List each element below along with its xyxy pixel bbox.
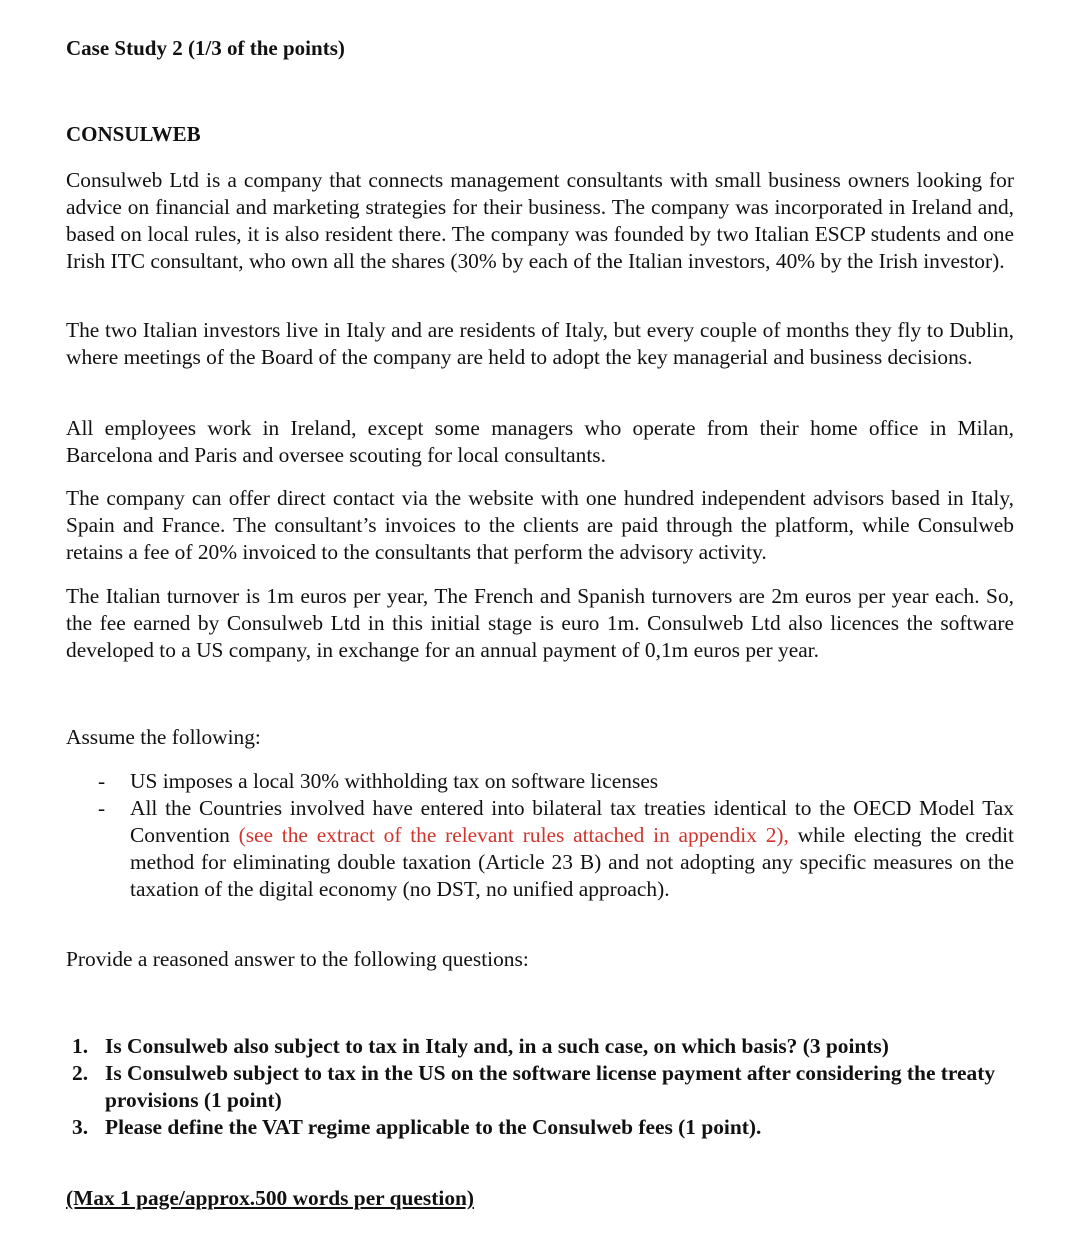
word-limit-note: (Max 1 page/approx.500 words per question) [66,1186,475,1210]
company-heading: CONSULWEB [66,122,201,146]
question-number: 2. [72,1061,89,1085]
assumption-item [66,795,1014,903]
question-item [66,1033,1016,1060]
question-item [66,1114,1016,1141]
assumption-text: All the Countries involved have entered into bilateral tax treaties identical to the OECD Model Tax Convention [130,796,1014,847]
question-text: Is Consulweb subject to tax in the US on the software license payment after considering the treaty provisions (1 point) [105,1061,996,1112]
provide-label: Provide a reasoned answer to the following questions: [66,947,529,971]
question-number: 1. [72,1034,89,1058]
assumption-text: US imposes a local 30% withholding tax on software licenses [130,769,659,793]
question-list [66,1033,1016,1141]
assumption-list [66,768,1016,903]
appendix-reference: (see the extract of the relevant rules attached in appendix 2), [238,823,789,847]
paragraph-employees: All employees work in Ireland, except some managers who operate from their home office in Milan, Barcelona and Paris and oversee scouting for local consultants. [66,416,1014,467]
question-text: Is Consulweb also subject to tax in Italy and, in a such case, on which basis? (3 points) [105,1034,889,1058]
paragraph-company-overview: Consulweb Ltd is a company that connects management consultants with small business owners looking for advice on financial and marketing strategies for their business. The company was incorporated in Ireland and, based on local rules, it is also resident there. The company was founded by two Italian ESCP students and one Irish ITC consultant, who own all the shares (30% by each of the Italian investors, 40% by the Irish investor). [66,168,1014,273]
question-item [66,1060,1016,1114]
case-study-title: Case Study 2 (1/3 of the points) [66,36,345,60]
question-number: 3. [72,1115,89,1139]
bullet-dash: - [98,769,106,793]
assume-label: Assume the following: [66,725,261,749]
paragraph-platform: The company can offer direct contact via the website with one hundred independent advisors based in Italy, Spain and France. The consultant’s invoices to the clients are paid through the platform, while Consulweb retains a fee of 20% invoiced to the consultants that perform the advisory activity. [66,486,1014,564]
paragraph-italian-investors: The two Italian investors live in Italy and are residents of Italy, but every couple of months they fly to Dublin, where meetings of the Board of the company are held to adopt the key managerial and business decisions. [66,318,1014,369]
assumption-text-continued: while electing the credit method for eliminating double taxation (Article 23 B) and not adopting any specific measures on the taxation of the digital economy (no DST, no unified approach). [130,823,1014,901]
paragraph-turnover: The Italian turnover is 1m euros per year, The French and Spanish turnovers are 2m euros per year each. So, the fee earned by Consulweb Ltd in this initial stage is euro 1m. Consulweb Ltd also licences the software developed to a US company, in exchange for an annual payment of 0,1m euros per year. [66,584,1014,662]
assumption-item [66,768,1014,795]
bullet-dash: - [98,796,106,820]
question-text: Please define the VAT regime applicable to the Consulweb fees (1 point). [105,1115,762,1139]
